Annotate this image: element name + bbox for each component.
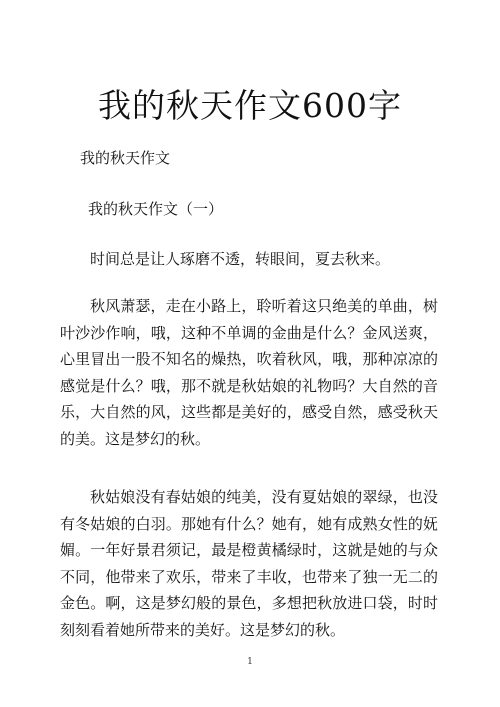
document-title: 我的秋天作文600字	[98, 86, 402, 125]
paragraph: 秋风萧瑟，走在小路上，聆听着这只绝美的单曲，树叶沙沙作响，哦，这种不单调的金曲是什么？金风送爽，心里冒出一股不知名的燥热，吹着秋风，哦，那种凉凉的感觉是什么？哦，那不就是秋姑娘的礼物吗？大自然的音乐，大自然的风，这些都是美好的，感受自然，感受秋天的美。这是梦幻的秋。	[60, 297, 438, 448]
section-heading: 我的秋天作文（一）	[88, 200, 224, 218]
page-number: 1	[247, 657, 253, 667]
document-subtitle: 我的秋天作文	[80, 149, 171, 167]
paragraph: 秋姑娘没有春姑娘的纯美，没有夏姑娘的翠绿，也没有冬姑娘的白羽。那她有什么？她有，她有成熟女性的妩媚。一年好景君须记，最是橙黄橘绿时，这就是她的与众不同，他带来了欢乐，带来了丰收，也带来了独一无二的金色。啊，这是梦幻般的景色，多想把秋放进口袋，时时刻刻看着她所带来的美好。这是梦幻的秋。	[60, 488, 438, 639]
paragraph: 时间总是让人琢磨不透，转眼间，夏去秋来。	[90, 250, 391, 268]
